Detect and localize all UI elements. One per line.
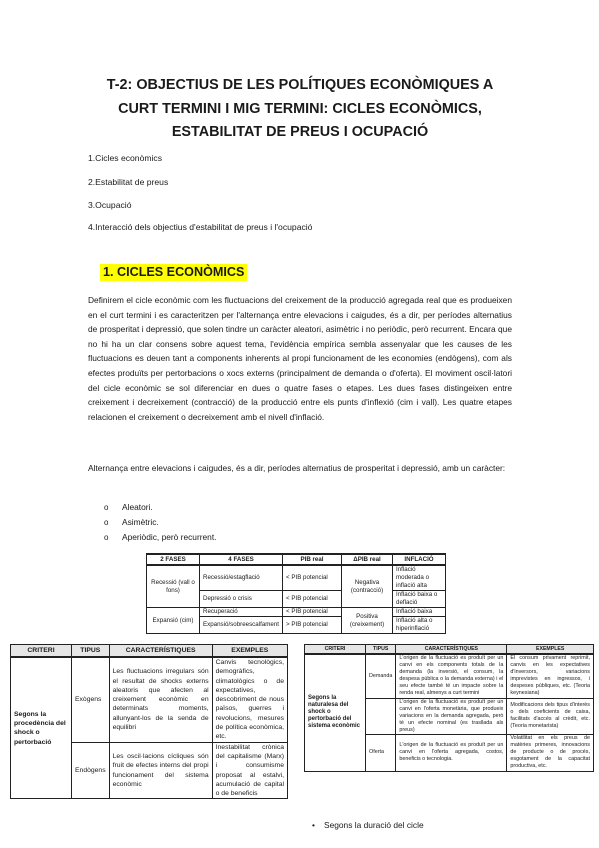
table-cell: < PIB potencial [283,591,342,608]
bullet-marker: o [104,503,109,512]
column-header: CRITERI [305,645,366,655]
bullet-marker: o [104,533,109,542]
bullet-list [104,500,217,545]
column-header: INFLACIÓ [393,554,446,565]
table-cell: Inflació moderada o inflació alta [393,565,446,591]
toc-item: 2.Estabilitat de preus [88,177,169,187]
table-cell: Canvis tecnològics, demogràfics, climatològics o de expectatives, descobriment de nous països, guerres i revolucions, mesures de política econòmica, etc. [212,657,287,742]
bullet-marker: o [104,518,109,527]
paragraph: Alternança entre elevacions i caigudes, és a dir, períodes alternatius de prosperitat i depressió, amb un caràcter: [88,463,506,473]
table-cell: Volatilitat en els preus de matèries primeres, innovacions de producte o de procés, esgotament de la capacitat productiva, etc. [507,735,594,771]
table-row [305,654,594,698]
footer-bullet [312,820,424,830]
table-cell: L'origen de la fluctuació es produït per un canvi en els components totals de la demanda (la inversió, el consum, la despesa pública o la demanda externa) i el seu efecte també té un impacte sobre la renda real, almenys a curt termini [396,654,507,698]
table-cell: Inflació alta o hiperinflació [393,617,446,634]
table-cell: < PIB potencial [283,565,342,591]
column-header: 2 FASES [147,554,200,565]
table-cell: Negativa (contracció) [342,565,393,608]
table-cell: Modificacions dels tipus d'interès o dels coeficients de caixa, facilitats d'accés al crèdit, etc. (Teoria monetarista) [507,698,594,734]
table-header-row [11,645,288,658]
table-cell: Expansió (cim) [147,608,200,634]
title-line-3: ESTABILITAT DE PREUS I OCUPACIÓ [171,124,429,140]
page-title [60,74,540,145]
phases-table [146,553,446,634]
column-header: CRITERI [11,645,72,658]
bullet-text: Aperiòdic, però recurrent. [122,532,217,542]
table-cell: Les fluctuacions irregulars són el resultat de shocks externs aleatoris que afecten al creixement econòmic en determinats moments, allunyant-los de la senda de equilibri [109,657,212,742]
title-line-1: T-2: OBJECTIUS DE LES POLÍTIQUES ECONÒMIQUES A [106,77,494,93]
toc-item: 3.Ocupació [88,200,132,210]
column-header: CARACTERÍSTIQUES [109,645,212,658]
column-header: EXEMPLES [507,645,594,655]
list-item [104,500,217,515]
table-cell: L'origen de la fluctuació es produït per un canvi en l'oferta monetària, que produeix variacions en la demanda agregada, però té un efecte nominal (es trasllada als preus) [396,698,507,734]
table-cell: Recessió (vall o fons) [147,565,200,608]
table-header-row [305,645,594,655]
column-header: PIB real [283,554,342,565]
table-cell [366,698,396,734]
toc-item: 1.Cicles econòmics [88,153,163,163]
table-cell: Segons la procedència del shock o pertorbació [11,657,72,799]
column-header: TIPUS [72,645,110,658]
table-cell: Depressió o crisis [200,591,283,608]
table-cell: Endògens [72,742,110,799]
footer-bullet-text: Segons la duració del cicle [324,820,424,830]
list-item [104,515,217,530]
table-cell: Les oscil·lacions cícliques són fruit de efectes interns del propi funcionament del sistema econòmic [109,742,212,799]
table-cell: Recessió/estagflació [200,565,283,591]
toc-item: 4.Interacció dels objectius d'estabilitat de preus i l'ocupació [88,222,313,232]
table-row [11,657,288,742]
table-cell: Demanda [366,654,396,698]
table-cell: El consum privament reprimit, canvis en les expectatives d'inversors, variacions imprevistes en ingressos, i despeses públiques, etc. (Teoria keynesiana) [507,654,594,698]
table-row [147,608,446,617]
table-cell: Inestabilitat crònica del capitalisme (Marx) i consumisme proposat al estalvi, acumulació de capital o de beneficis [212,742,287,799]
column-header: 4 FASES [200,554,283,565]
table-cell: Expansió/sobreescalfament [200,617,283,634]
table-cell: Positiva (creixement) [342,608,393,634]
column-header: EXEMPLES [212,645,287,658]
column-header: CARACTERÍSTIQUES [396,645,507,655]
table-cell: Inflació baixa o deflació [393,591,446,608]
bullet-text: Asimètric. [122,517,159,527]
column-header: ΔPIB real [342,554,393,565]
table-cell: Recuperació [200,608,283,617]
table-cell: < PIB potencial [283,608,342,617]
column-header: TIPUS [366,645,396,655]
bullet-text: Aleatori. [122,502,153,512]
table-cell: Segons la naturalesa del shock o pertorbació del sistema econòmic [305,654,366,771]
shock-origin-table [10,644,288,799]
table-cell: > PIB potencial [283,617,342,634]
title-line-2: CURT TERMINI I MIG TERMINI: CICLES ECONÒMICS, [118,100,482,117]
paragraph: Definirem el cicle econòmic com les fluctuacions del creixement de la producció agregada real que es produeixen en el curt termini i es caracteritzen per l'alternança entre elevacions i caigudes, és a dir, per períodes alternatius de prosperitat i depressió, que solen tindre un caràcter aleatori, asimètric i no periòdic, però recurrent. Encara que no hi ha un clar consens sobre aquest tema, l'evidència empírica sembla assenyalar que les causes de les fluctuacions es deuen tant a components inherents al propi funcionament de les economies (endògens), com als efectes produïts per pertorbacions o xocs externs (principalment de demanda o d'oferta). El moviment oscil·latori del cicle econòmic se sol diferenciar en dues o quatre fases o etapes. Les dues fases distingeixen entre creixement i decreixement (contracció) de la producció entre els punts d'inflexió (cim i vall). Les quatre etapes relacionen el creixement o decreixement amb el nivell d'inflació. [88,295,512,422]
table-cell: Oferta [366,735,396,771]
table-cell: L'origen de la fluctuació es produït per un canvi en l'oferta agregada, costos, beneficis o tecnologia. [396,735,507,771]
table-cell: Exògens [72,657,110,742]
bullet-dot-icon: • [312,820,315,830]
section-heading: 1. CICLES ECONÒMICS [100,264,247,281]
shock-nature-table [304,644,594,772]
table-row [147,565,446,591]
list-item [104,530,217,545]
table-header-row [147,554,446,565]
table-cell: Inflació baixa [393,608,446,617]
